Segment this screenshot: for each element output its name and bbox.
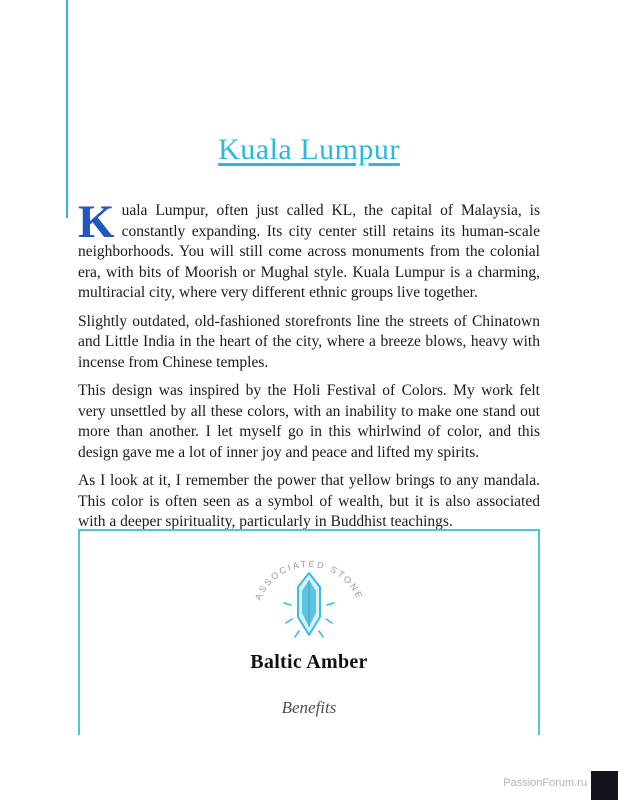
stone-name: Baltic Amber	[250, 651, 368, 673]
watermark-badge	[591, 771, 618, 800]
paragraph-4: As I look at it, I remember the power that yellow brings to any mandala. This color is often seen as a symbol of wealth, but it is also associated with a deeper spirituality, particularly in Buddhist teachings.	[78, 472, 540, 530]
associated-stone-emblem	[234, 547, 384, 647]
page-title: Kuala Lumpur	[218, 133, 400, 166]
crystal-icon	[284, 573, 334, 637]
stone-card	[78, 529, 540, 735]
paragraph-1	[78, 196, 540, 304]
watermark-text: PassionForum.ru	[503, 777, 587, 789]
arc-label: ASSOCIATED STONE	[252, 558, 366, 602]
paragraph-1-text: uala Lumpur, often just called KL, the capital of Malaysia, is constantly expanding. Its city center still retains its human-scale neighborhoods. You will still come across monuments from the colonial era, with bits of Moorish or Mughal style. Kuala Lumpur is a charming, multiracial city, where very different ethnic groups live together.	[78, 202, 540, 301]
accent-rule	[66, 0, 68, 218]
paragraph-2: Slightly outdated, old-fashioned storefronts line the streets of Chinatown and Little India in the heart of the city, where a breeze blows, heavy with incense from Chinese temples.	[78, 312, 540, 371]
body-text	[78, 196, 540, 541]
paragraph-3: This design was inspired by the Holi Festival of Colors. My work felt very unsettled by all these colors, with an inability to make one stand out more than another. I let myself go in this whirlwind of color, and this design gave me a lot of inner joy and peace and lifted my spirits.	[78, 382, 540, 461]
dropcap-letter: K	[78, 196, 115, 248]
benefits-heading: Benefits	[281, 698, 337, 717]
